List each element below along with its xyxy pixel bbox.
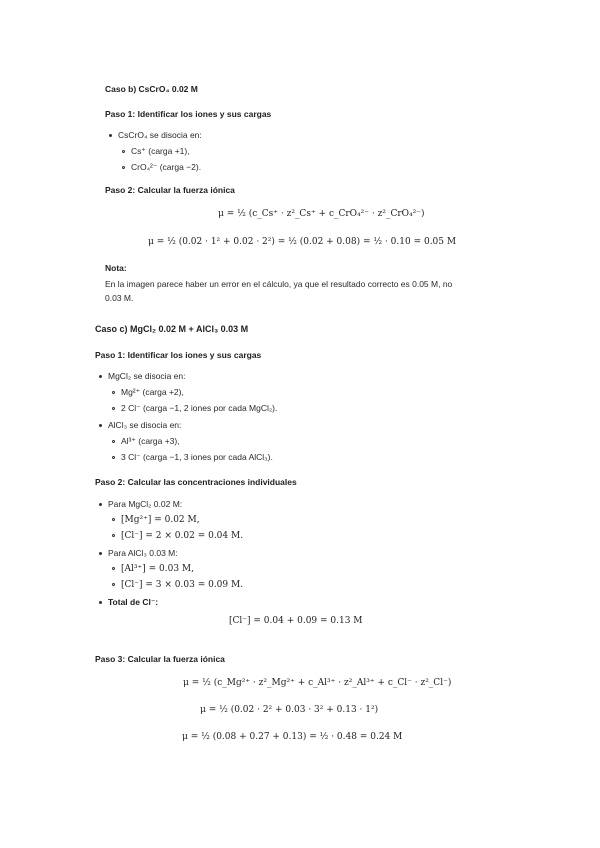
caso-b-paso1-title: Paso 1: Identificar los iones y sus cargas [105, 109, 272, 119]
circle-bullet-icon [112, 456, 115, 459]
caso-b-note-text: En la imagen parece haber un error en el cálculo, ya que el resultado correcto es 0.05 M, no 0.03 M. [105, 279, 453, 303]
caso-c-paso1-title: Paso 1: Identificar los iones y sus cargas [95, 350, 262, 360]
caso-c-list-item: AlCl₃ se disocia en: [99, 420, 181, 430]
circle-bullet-icon [112, 391, 115, 394]
circle-bullet-icon [112, 534, 115, 537]
circle-bullet-icon [112, 440, 115, 443]
caso-c-list-item: MgCl₂ se disocia en: [99, 371, 185, 381]
caso-c-sub-item: 3 Cl⁻ (carga −1, 3 iones por cada AlCl₃). [112, 452, 273, 463]
caso-c-sub-item: Al³⁺ (carga +3), [112, 436, 180, 447]
caso-c-paso3-title: Paso 3: Calcular la fuerza iónica [95, 654, 225, 664]
caso-b-note-label: Nota: [105, 263, 127, 273]
caso-b-formula-general: μ = ½ (c_Cs⁺ · z²_Cs⁺ + c_CrO₄²⁻ · z²_CrO₄²⁻) [218, 209, 425, 219]
caso-b-sub-item: CrO₄²⁻ (carga −2). [122, 162, 201, 173]
bullet-icon [99, 424, 102, 427]
caso-c-paso2-title: Paso 2: Calcular las concentraciones individuales [95, 477, 297, 487]
bullet-icon [99, 552, 102, 555]
bullet-icon [99, 601, 102, 604]
caso-c-list-item: Para AlCl₃ 0.03 M: [99, 548, 178, 558]
bullet-icon [109, 134, 112, 137]
caso-c-formula-result: μ = ½ (0.08 + 0.27 + 0.13) = ½ · 0.48 = 0.24 M [182, 732, 403, 742]
circle-bullet-icon [122, 166, 125, 169]
bullet-icon [99, 503, 102, 506]
caso-b-sub-item: Cs⁺ (carga +1), [122, 146, 190, 157]
caso-c-sub-item: 2 Cl⁻ (carga −1, 2 iones por cada MgCl₂). [112, 403, 277, 414]
caso-c-sub-item: [Al³⁺] = 0.03 M, [112, 564, 194, 574]
caso-c-sub-item: Mg²⁺ (carga +2), [112, 387, 184, 398]
caso-c-sub-item: [Mg²⁺] = 0.02 M, [112, 515, 200, 525]
bullet-icon [99, 375, 102, 378]
caso-c-title: Caso c) MgCl₂ 0.02 M + AlCl₃ 0.03 M [95, 324, 249, 334]
caso-b-paso2-title: Paso 2: Calcular la fuerza iónica [105, 185, 235, 195]
caso-c-total-formula: [Cl⁻] = 0.04 + 0.09 = 0.13 M [229, 616, 363, 626]
caso-c-formula-general: μ = ½ (c_Mg²⁺ · z²_Mg²⁺ + c_Al³⁺ · z²_Al³⁺ + c_Cl⁻ · z²_Cl⁻) [183, 678, 452, 688]
circle-bullet-icon [112, 583, 115, 586]
caso-c-list-item: Para MgCl₂ 0.02 M: [99, 499, 182, 509]
caso-c-sub-item: [Cl⁻] = 2 × 0.02 = 0.04 M. [112, 531, 243, 541]
circle-bullet-icon [112, 407, 115, 410]
caso-b-formula-result: μ = ½ (0.02 · 1² + 0.02 · 2²) = ½ (0.02 + 0.08) = ½ · 0.10 = 0.05 M [148, 237, 457, 247]
caso-b-list-item: CsCrO₄ se disocia en: [109, 130, 202, 140]
caso-b-title: Caso b) CsCrO₄ 0.02 M [105, 84, 198, 94]
caso-c-list-item: Total de Cl⁻: [99, 597, 158, 608]
caso-c-sub-item: [Cl⁻] = 3 × 0.03 = 0.09 M. [112, 580, 243, 590]
circle-bullet-icon [112, 518, 115, 521]
circle-bullet-icon [112, 567, 115, 570]
caso-c-formula-substituted: μ = ½ (0.02 · 2² + 0.03 · 3² + 0.13 · 1²) [200, 705, 379, 715]
circle-bullet-icon [122, 150, 125, 153]
